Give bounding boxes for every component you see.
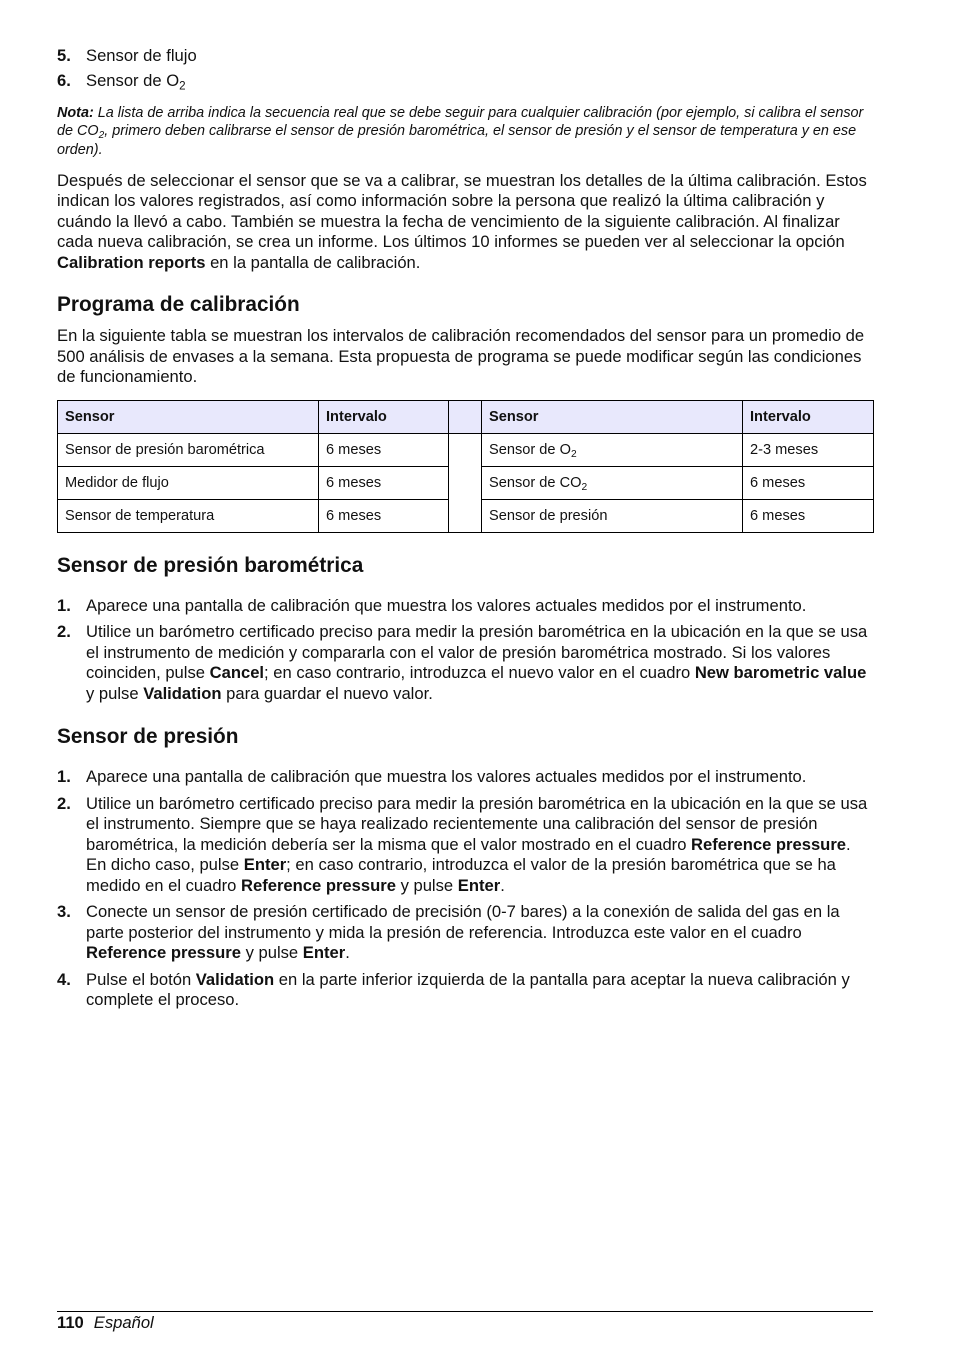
list-item: 2. Utilice un barómetro certificado preciso para medir la presión barométrica en la ubicación en la que se usa el instrumento de medición y compararla con el valor de presión barométrica mostrado. Si los valores coinciden, pulse Cancel; en caso contrario, introduzca el nuevo valor en el cuadro New barometric value y pulse Validation para guardar el nuevo valor. (57, 622, 868, 703)
page-footer (57, 1313, 154, 1333)
list-item: 1. Aparece una pantalla de calibración que muestra los valores actuales medidos por el instrumento. (57, 767, 807, 787)
footer-divider (57, 1311, 873, 1312)
table-row (58, 433, 874, 466)
table-cell: Sensor de presión (482, 499, 743, 532)
table-cell: 2-3 meses (743, 433, 874, 466)
schedule-paragraph: En la siguiente tabla se muestran los intervalos de calibración recomendados del sensor para un promedio de 500 análisis de envases a la semana. Esta propuesta de programa se puede modificar según las condiciones de funcionamiento. (57, 326, 865, 387)
list-item: 3. Conecte un sensor de presión certificado de precisión (0-7 bares) a la conexión de salida del gas en la parte posterior del instrumento y mida la presión de referencia. Introduzca este valor en el cuadro Reference pressure y pulse Enter. (57, 902, 840, 963)
note-label: Nota: (57, 105, 94, 121)
table-cell: Sensor de $CO_2$ (482, 466, 743, 499)
table-cell: 6 meses (319, 433, 449, 466)
sensor-sequence-list (57, 46, 873, 91)
table-cell: Sensor de $O_2$ (482, 433, 743, 466)
table-cell: 6 meses (319, 499, 449, 532)
pressure-steps (57, 767, 873, 1011)
header-sensor: Sensor (482, 400, 743, 433)
table-cell: 6 meses (319, 466, 449, 499)
barometric-steps (57, 596, 873, 705)
table-cell: Medidor de flujo (58, 466, 319, 499)
section-heading-barometric: Sensor de presión barométrica (57, 553, 364, 577)
header-interval: Intervalo (743, 400, 874, 433)
page-content (57, 44, 873, 1011)
footer-language: Español (93, 1313, 154, 1332)
table-cell: 6 meses (743, 499, 874, 532)
list-item: 4. Pulse el botón Validation en la parte inferior izquierda de la pantalla para aceptar la nueva calibración y complete el proceso. (57, 969, 850, 1010)
calibration-schedule-table (57, 400, 874, 533)
list-item: 5. Sensor de flujo (57, 46, 197, 65)
note: Nota: La lista de arriba indica la secuencia real que se debe seguir para cualquier calibración (por ejemplo, si calibra el sensor de $CO_2$, primero deben calibrarse el sensor de presión barométrica, el sensor de presión y el sensor de temperatura y en ese orden). (57, 105, 864, 158)
table-header-row (58, 400, 874, 433)
header-sensor: Sensor (58, 400, 319, 433)
page-number: 110 (57, 1313, 84, 1332)
intro-paragraph: Después de seleccionar el sensor que se va a calibrar, se muestran los detalles de la última calibración. Estos indican los valores registrados, así como información sobre la persona que realizó la última calibración y cuándo la llevó a cabo. También se muestra la fecha de vencimiento de la siguiente calibración. Al finalizar cada nueva calibración, se crea un informe. Los últimos 10 informes se pueden ver al seleccionar la opción Calibration reports en la pantalla de calibración. (57, 170, 867, 272)
table-cell: Sensor de presión barométrica (58, 433, 319, 466)
table-cell: Sensor de temperatura (58, 499, 319, 532)
list-item: 2. Utilice un barómetro certificado preciso para medir la presión barométrica en la ubicación en la que se usa el instrumento. Siempre que se haya realizado recientemente una calibración del sensor de presión barométrica, la medición debería ser la misma que el valor mostrado en el cuadro Reference pressure. En dicho caso, pulse Enter; en caso contrario, introduzca el valor de la presión barométrica que se ha medido en el cuadro Reference pressure y pulse Enter. (57, 793, 868, 895)
section-heading-pressure: Sensor de presión (57, 725, 239, 749)
list-item: 1. Aparece una pantalla de calibración que muestra los valores actuales medidos por el instrumento. (57, 595, 807, 615)
list-item: 6. Sensor de $O_2$ (57, 70, 186, 92)
spacer-cell (449, 400, 482, 433)
header-interval: Intervalo (319, 400, 449, 433)
spacer-cell (449, 433, 482, 532)
table-cell: 6 meses (743, 466, 874, 499)
section-heading-schedule: Programa de calibración (57, 293, 300, 317)
